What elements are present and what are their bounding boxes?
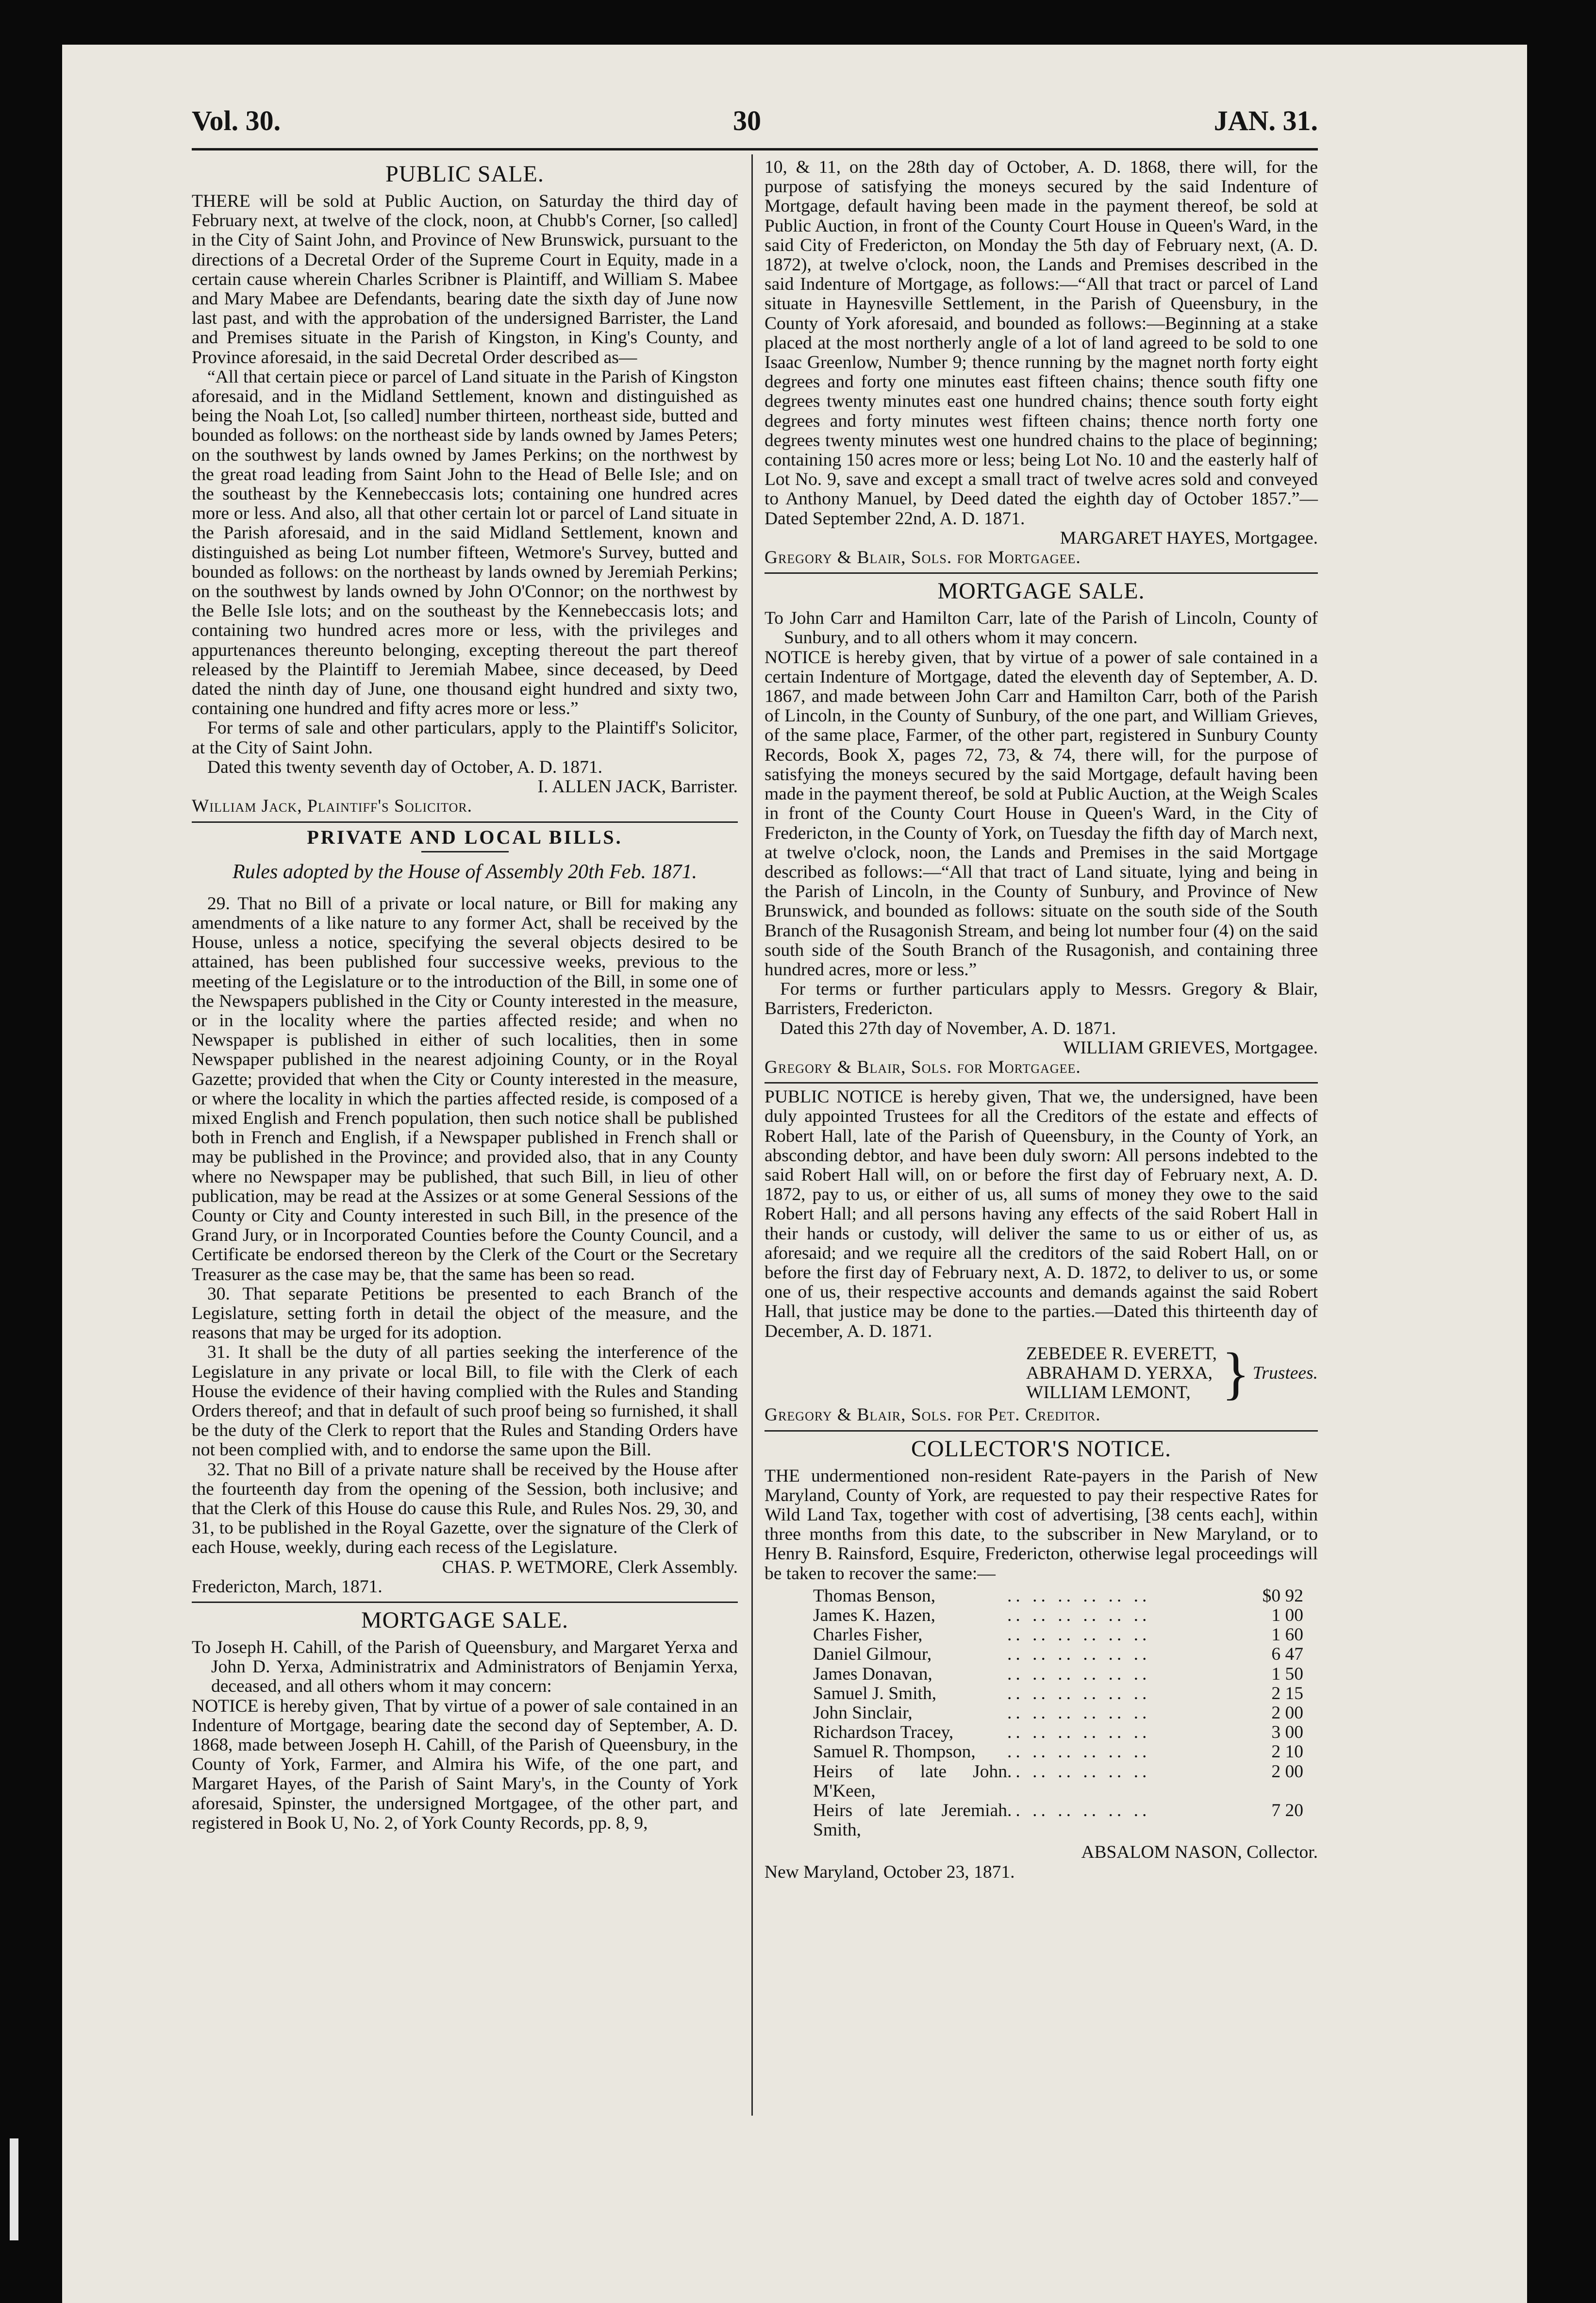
- rate-amount: 2 15: [1271, 1683, 1303, 1703]
- public-sale-title: PUBLIC SALE.: [385, 161, 544, 187]
- ratepayer-name: Daniel Gilmour,: [813, 1644, 932, 1665]
- private-bills-title: PRIVATE AND LOCAL BILLS.: [307, 826, 623, 848]
- leader-dots: .. .. .. .. .. ..: [1007, 1801, 1151, 1821]
- rate-amount: 2 00: [1271, 1703, 1303, 1723]
- public-sale-terms: For terms of sale and other particulars, apply to the Plaintiff's Solicitor, at the City of Saint John.: [192, 718, 738, 758]
- leader-dots: .. .. .. .. .. ..: [1007, 1664, 1151, 1684]
- ratepayer-name: Charles Fisher,: [813, 1625, 923, 1645]
- mortgagee-signer: MARGARET HAYES, Mortgagee.: [1060, 528, 1318, 548]
- mortgage-sale-2-addressees: To John Carr and Hamilton Carr, late of the Parish of Lincoln, County of Sunbury, and to all others whom it may concern.: [765, 608, 1318, 648]
- ratepayer-name: James K. Hazen,: [813, 1605, 935, 1626]
- rate-amount: 1 60: [1271, 1625, 1303, 1645]
- page-number: 30: [733, 105, 761, 136]
- private-bills-subtitle: Rules adopted by the House of Assembly 20th Feb. 1871.: [233, 860, 697, 883]
- list-item: [813, 1645, 1318, 1664]
- brace-glyph: }: [1221, 1341, 1250, 1406]
- list-item: [813, 1703, 1318, 1723]
- section-rule: [765, 1082, 1318, 1084]
- collector-notice-body: THE undermentioned non-resident Rate-payers in the Parish of New Maryland, County of York, are requested to pay their respective Rates for Wild Land Tax, together with cost of advertising, [38 cents each], within three months from this date, to the subscriber in New Maryland, or to Henry B. Rainsford, Esquire, Fredericton, otherwise legal proceedings will be taken to recover the same:—: [765, 1466, 1318, 1584]
- mortgage-sale-2-title: MORTGAGE SALE.: [937, 578, 1145, 604]
- leader-dots: .. .. .. .. .. ..: [1007, 1585, 1151, 1606]
- collector-place: New Maryland, October 23, 1871.: [765, 1862, 1015, 1882]
- volume-number: Vol. 30.: [192, 105, 281, 136]
- public-notice-solicitor: Gregory & Blair, Sols. for Pet. Creditor.: [765, 1405, 1101, 1425]
- section-rule: [192, 821, 738, 823]
- section-rule: [192, 1602, 738, 1603]
- public-sale-description: “All that certain piece or parcel of Land situate in the Parish of Kingston aforesaid, and in the Midland Settlement, known and distinguished as being the Noah Lot, [so called] number thirteen, northeast side, butted and bounded as follows: on the northeast side by lands owned by James Peters; on the southwest by lands owned by James Perkins; on the northwest by the great road leading from Saint John to the Head of Belle Isle; and on the southeast by the Kennebeccasis lots; containing one hundred acres more or less. And also, all that other certain lot or parcel of Land situate in the Parish aforesaid, and in the said Midland Settlement, known and distinguished as being Lot number fifteen, Wetmore's Survey, butted and bounded as follows: on the northeast by lands owned by Jeremiah Perkins; on the southwest by lands owned by John O'Connor; on the northwest by the Belle Isle lots; and on the southeast by the Kennebeccasis lots; and containing two hundred acres more or less, with the privileges and appurtenances thereunto belonging, excepting thereout the part thereof released by the Plaintiff to Jeremiah Mabee, since deceased, by Deed dated the ninth day of June, one thousand eight hundred and sixty two, containing one hundred and fifty acres more or less.”: [192, 367, 738, 719]
- rate-amount: 2 00: [1271, 1761, 1303, 1782]
- list-item: [813, 1606, 1318, 1625]
- column-divider: [751, 154, 753, 2116]
- leader-dots: .. .. .. .. .. ..: [1007, 1625, 1151, 1645]
- rate-amount: 1 00: [1271, 1605, 1303, 1626]
- trustees-signature: [765, 1341, 1318, 1406]
- list-item: [813, 1625, 1318, 1645]
- public-sale-signer: I. ALLEN JACK, Barrister.: [537, 777, 738, 797]
- film-edge-mark: [10, 2138, 18, 2240]
- right-column: [765, 158, 1318, 1882]
- section-rule: [765, 572, 1318, 574]
- rate-amount: 1 50: [1271, 1664, 1303, 1684]
- leader-dots: .. .. .. .. .. ..: [1007, 1605, 1151, 1626]
- rule-31: 31. It shall be the duty of all parties seeking the interference of the Legislature in any private or local Bill, to file with the Clerk of each House the evidence of their having complied with the Rules and Standing Orders thereof; and that in default of such proof being so furnished, it shall be the duty of the Clerk to report that the Rules and Standing Orders have not been complied with, and to endorse the same upon the Bill.: [192, 1342, 738, 1460]
- mortgage-sale-notice: NOTICE is hereby given, That by virtue of a power of sale contained in an Indenture of Mortgage, bearing date the second day of September, A. D. 1868, made between Joseph H. Cahill, of the Parish of Queensbury, in the County of York, Farmer, and Almira his Wife, of the one part, and Margaret Hayes, of the Parish of Saint Mary's, in the County of York aforesaid, Spinster, the undersigned Mortgagee, of the other part, and registered in Book U, No. 2, of York County Records, pp. 8, 9,: [192, 1696, 738, 1833]
- mortgage-sale-2-date: Dated this 27th day of November, A. D. 1871.: [780, 1018, 1116, 1038]
- mortgage-sale-2-signer: WILLIAM GRIEVES, Mortgagee.: [1063, 1037, 1318, 1058]
- ratepayer-name: Samuel J. Smith,: [813, 1683, 937, 1703]
- private-bills-place: Fredericton, March, 1871.: [192, 1576, 382, 1597]
- list-item: [813, 1742, 1318, 1762]
- leader-dots: .. .. .. .. .. ..: [1007, 1722, 1151, 1743]
- list-item: [813, 1586, 1318, 1606]
- leader-dots: .. .. .. .. .. ..: [1007, 1683, 1151, 1703]
- rate-amount: $0 92: [1262, 1585, 1303, 1606]
- collector-signer: ABSALOM NASON, Collector.: [1081, 1842, 1318, 1863]
- ratepayer-name: Heirs of late John M'Keen,: [813, 1761, 1007, 1801]
- trustee-2: ABRAHAM D. YERXA,: [1026, 1363, 1213, 1383]
- leader-dots: .. .. .. .. .. ..: [1007, 1703, 1151, 1723]
- ratepayer-list: [813, 1586, 1318, 1840]
- leader-dots: .. .. .. .. .. ..: [1007, 1761, 1151, 1782]
- private-bills-signer: CHAS. P. WETMORE, Clerk Assembly.: [442, 1557, 738, 1577]
- mortgage-sale-addressees: To Joseph H. Cahill, of the Parish of Queensbury, and Margaret Yerxa and John D. Yerxa, Administratrix and Administrators of Benjamin Yerxa, deceased, and all others whom it may concern:: [192, 1637, 738, 1697]
- public-notice-body: PUBLIC NOTICE is hereby given, That we, the undersigned, have been duly appointed Trustees for all the Creditors of the estate and effects of Robert Hall, late of the Parish of Queensbury, in the County of York, an absconding debtor, and have been duly sworn: All persons indebted to the said Robert Hall will, on or before the first day of February next, A. D. 1872, pay to us, or either of us, all sums of money they owe to the said Robert Hall; and all persons having any effects of the said Robert Hall in their hands or custody, will deliver the same to us or either of us, as aforesaid; and we require all the creditors of the said Robert Hall, on or before the first day of February next, A. D. 1872, to deliver to us, or some one of us, their respective accounts and demands against the said Robert Hall, that justice may be done to the parties.—Dated this thirteenth day of December, A. D. 1871.: [765, 1087, 1318, 1341]
- ratepayer-name: Thomas Benson,: [813, 1585, 936, 1606]
- rate-amount: 7 20: [1271, 1801, 1303, 1821]
- title-rule: [421, 851, 509, 852]
- rate-amount: 2 10: [1271, 1742, 1303, 1762]
- trustees-label: Trustees.: [1252, 1363, 1318, 1383]
- leader-dots: .. .. .. .. .. ..: [1007, 1742, 1151, 1762]
- ratepayer-name: Samuel R. Thompson,: [813, 1742, 976, 1762]
- collector-notice-title: COLLECTOR'S NOTICE.: [911, 1435, 1172, 1462]
- list-item: [813, 1684, 1318, 1703]
- page-header: [192, 104, 1318, 148]
- list-item: [813, 1723, 1318, 1742]
- list-item: [813, 1665, 1318, 1684]
- public-sale-solicitor: William Jack, Plaintiff's Solicitor.: [192, 796, 473, 817]
- left-column: [192, 158, 738, 1833]
- public-sale-intro: THERE will be sold at Public Auction, on Saturday the third day of February next, at twelve of the clock, noon, at Chubb's Corner, [so called] in the City of Saint John, and Province of New Brunswick, pursuant to the directions of a Decretal Order of the Supreme Court in Equity, made in a certain cause wherein Charles Scribner is Plaintiff, and William S. Mabee and Mary Mabee are Defendants, bearing date the sixth day of June now last past, and with the approbation of the undersigned Barrister, the Land and Premises situate in the Parish of Kingston, in King's County, and Province aforesaid, in the said Decretal Order described as—: [192, 191, 738, 367]
- issue-date: JAN. 31.: [1214, 105, 1318, 136]
- mortgage-sale-2-notice: NOTICE is hereby given, that by virtue of a power of sale contained in a certain Indenture of Mortgage, dated the eleventh day of September, A. D. 1867, and made between John Carr and Hamilton Carr, both of the Parish of Lincoln, in the County of Sunbury, of the one part, and William Grieves, of the same place, Farmer, of the other part, registered in Sunbury County Records, Book X, pages 72, 73, & 74, there will, for the purpose of satisfying the moneys secured by the said Mortgage, default having been made in the payment thereof, be sold at Public Auction, at the Weigh Scales in front of the County Court House in Queen's Ward, in the City of Fredericton, in the County of York, on Tuesday the fifth day of March next, at twelve o'clock, noon, the Lands and Premises in the said Mortgage described as follows:—“All that tract of Land situate, lying and being in the Parish of Lincoln, in the County of Sunbury, and Province of New Brunswick, and bounded as follows: situate on the south side of the South Branch of the Rusagonish Stream, and being lot number four (4) on the said south side of the South Branch of the Rusagonish, and containing three hundred acres, more or less.”: [765, 647, 1318, 980]
- mortgage-sale-2-solicitor: Gregory & Blair, Sols. for Mortgagee.: [765, 1057, 1081, 1077]
- rule-30: 30. That separate Petitions be presented to each Branch of the Legislature, setting forth in detail the object of the measure, and the reasons that may be urged for its adoption.: [192, 1284, 738, 1343]
- list-item: [813, 1762, 1318, 1801]
- ratepayer-name: Richardson Tracey,: [813, 1722, 954, 1743]
- trustee-3: WILLIAM LEMONT,: [1026, 1383, 1191, 1403]
- mortgage-sale-2-terms: For terms or further particulars apply to Messrs. Gregory & Blair, Barristers, Fredericton.: [765, 979, 1318, 1019]
- public-sale-date: Dated this twenty seventh day of October, A. D. 1871.: [207, 757, 602, 777]
- header-rule: [192, 148, 1318, 150]
- ratepayer-name: Heirs of late Jeremiah Smith,: [813, 1801, 1007, 1840]
- rule-32: 32. That no Bill of a private nature shall be received by the House after the fourteenth day from the opening of the Session, both inclusive; and that the Clerk of this House do cause this Rule, and Rules Nos. 29, 30, and 31, to be published in the Royal Gazette, over the signature of the Clerk of each House, weekly, during each recess of the Legislature.: [192, 1459, 738, 1558]
- mortgage-sale-continued: 10, & 11, on the 28th day of October, A. D. 1868, there will, for the purpose of satisfying the moneys secured by the said Indenture of Mortgage, default having been made in the payment thereof, be sold at Public Auction, in front of the County Court House in Queen's Ward, in the said City of Fredericton, on Monday the 5th day of February next, (A. D. 1872), at twelve o'clock, noon, the Lands and Premises described in the said Indenture of Mortgage, as follows:—“All that tract or parcel of Land situate in Haynesville Settlement, in the Parish of Queensbury, in the County of York aforesaid, and bounded as follows:—Beginning at a stake placed at the most northerly angle of a lot of land agreed to be sold to one Isaac Greenlow, Number 9; thence running by the magnet north forty eight degrees and forty one minutes east fifteen chains; thence south fifty one degrees twenty minutes east one hundred chains; thence south forty eight degrees and forty minutes west fifteen chains; thence north forty one degrees twenty minutes west one hundred chains to the place of beginning; containing 150 acres more or less; being Lot No. 10 and the easterly half of Lot No. 9, save and except a small tract of twelve acres sold and conveyed to Anthony Manuel, by Deed dated the eighth day of October 1857.”—Dated September 22nd, A. D. 1871.: [765, 157, 1318, 529]
- ratepayer-name: James Donavan,: [813, 1664, 932, 1684]
- trustee-1: ZEBEDEE R. EVERETT,: [1026, 1343, 1217, 1364]
- section-rule: [765, 1430, 1318, 1432]
- list-item: [813, 1801, 1318, 1840]
- mortgage-sale-title: MORTGAGE SALE.: [361, 1607, 569, 1634]
- rate-amount: 6 47: [1271, 1644, 1303, 1665]
- mortgagee-solicitor: Gregory & Blair, Sols. for Mortgagee.: [765, 548, 1081, 568]
- leader-dots: .. .. .. .. .. ..: [1007, 1644, 1151, 1665]
- ratepayer-name: John Sinclair,: [813, 1703, 913, 1723]
- rule-29: 29. That no Bill of a private or local nature, or Bill for making any amendments of a like nature to any former Act, shall be received by the House, unless a notice, specifying the several objects desired to be attained, has been published four successive weeks, previous to the meeting of the Legislature or to the introduction of the Bill, in some one of the Newspapers published in the City or County interested in the measure, or in the locality where the parties affected reside; and when no Newspaper is published in either of such localities, then in some Newspaper published in the nearest adjoining County, or in the Royal Gazette; provided that when the City or County interested in the measure, or where the locality in which the parties affected reside, is composed of a mixed English and French population, then such notice shall be published both in French and English, if a Newspaper published in French shall or may be published in the Province; and provided also, that in any County where no Newspaper may be published, that such Bill, in lieu of other publication, may be read at the Assizes or at some General Sessions of the County or City and County interested in such Bill, in the presence of the Grand Jury, or in Incorporated Counties before the County Council, and a Certificate be endorsed thereon by the Clerk of the Court or the Secretary Treasurer as the case may be, that the same has been so read.: [192, 893, 738, 1285]
- rate-amount: 3 00: [1271, 1722, 1303, 1743]
